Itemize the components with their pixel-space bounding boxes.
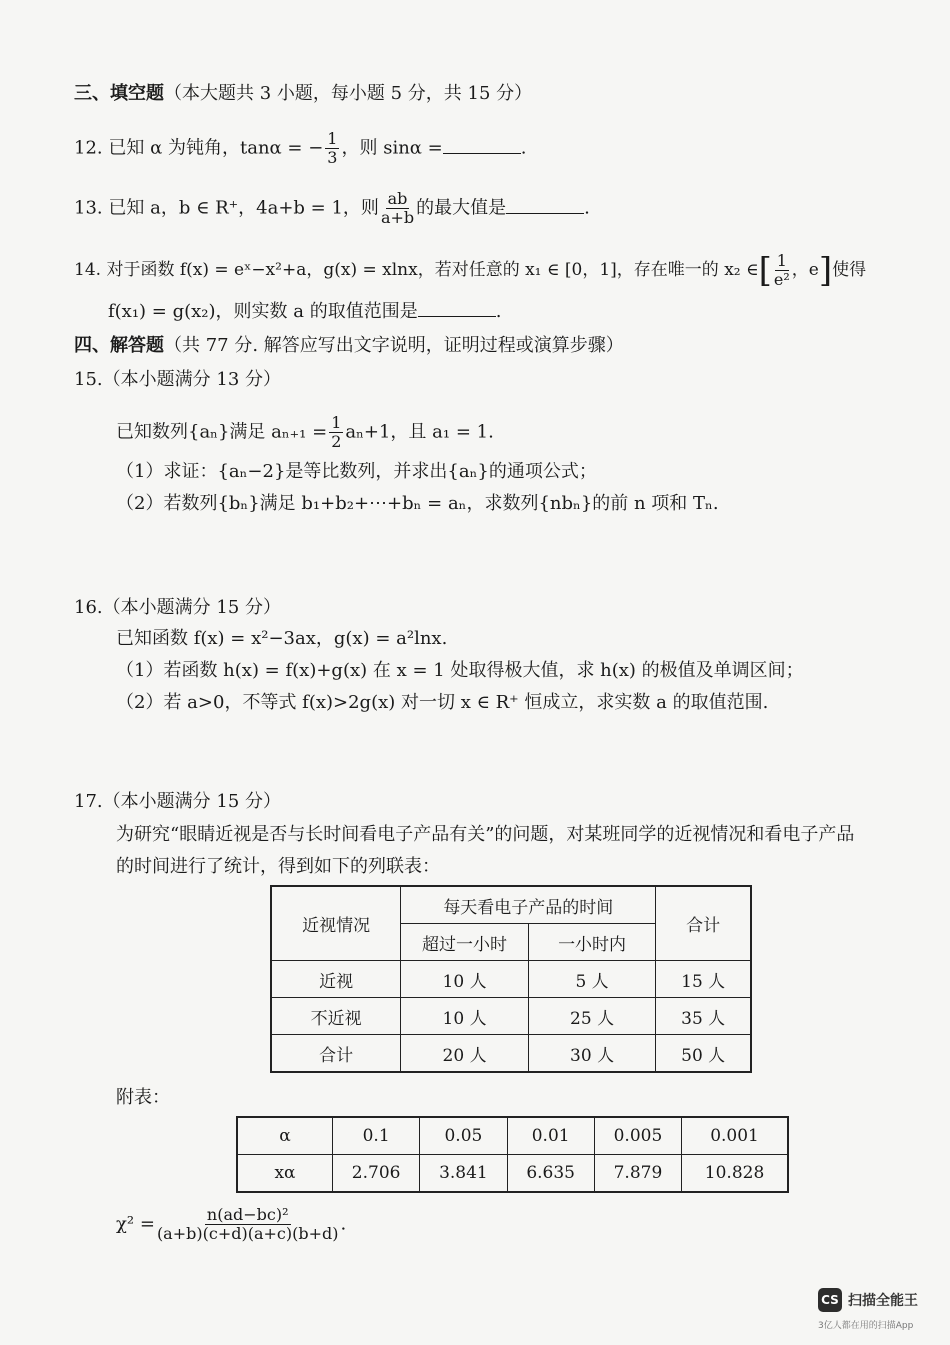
question-16-part1: （1）若函数 h(x) = f(x)+g(x) 在 x = 1 处取得极大值，求 h(x) 的极值及单调区间；	[116, 660, 804, 681]
question-16-part2: （2）若 a>0，不等式 f(x)>2g(x) 对一切 x ∈ R⁺ 恒成立，求实数 a 的取值范围.	[116, 692, 769, 713]
scanner-watermark: CS 扫描全能王	[818, 1288, 918, 1312]
contingency-table	[270, 885, 752, 1073]
fraction: $\frac{1}{\text{e²}}$	[773, 251, 790, 289]
header-over-hour: 超过一小时	[401, 924, 529, 961]
question-16-title: 16.（本小题满分 15 分）	[74, 597, 281, 618]
critical-value-table	[236, 1116, 789, 1193]
fraction: $\frac{ab}{a+b}$	[380, 189, 415, 227]
table-row: 合计 20 人 30 人 50 人	[271, 1035, 751, 1073]
question-15-part2: （2）若数列{bₙ}满足 b₁+b₂+⋯+bₙ = aₙ，求数列{nbₙ}的前 n 项和 Tₙ.	[116, 493, 719, 514]
appendix-label: 附表：	[116, 1087, 170, 1108]
watermark-tagline: 3亿人都在用的扫描App	[818, 1321, 914, 1331]
question-15-given: 已知数列{aₙ}满足 aₙ₊₁ = $\frac{1}{2}$ aₙ+1，且 a₁ = 1.	[116, 413, 494, 451]
header-within-hour: 一小时内	[528, 924, 656, 961]
answer-blank	[506, 197, 584, 214]
question-17-title: 17.（本小题满分 15 分）	[74, 791, 281, 812]
fraction: $\frac{\text{n(ad−bc)²}}{(a+b)(c+d)(a+c)(b+d)}$	[156, 1205, 339, 1243]
question-15-part1: （1）求证：{aₙ−2}是等比数列，并求出{aₙ}的通项公式；	[116, 461, 597, 482]
fraction: $\frac{1}{2}$	[331, 413, 342, 451]
table-row: α 0.1 0.05 0.01 0.005 0.001	[237, 1117, 788, 1155]
table-row: 近视 10 人 5 人 15 人	[271, 961, 751, 998]
section-3-heading: 三、填空题（本大题共 3 小题，每小题 5 分，共 15 分）	[74, 83, 533, 104]
fraction: $\frac{1}{3}$	[327, 129, 338, 167]
table-row: xα 2.706 3.841 6.635 7.879 10.828	[237, 1155, 788, 1193]
question-14-line2: f(x₁) = g(x₂)，则实数 a 的取值范围是 .	[108, 301, 502, 322]
answer-blank	[418, 300, 496, 317]
question-12: 12. 已知 α 为钝角，tanα = − $\frac{1}{3}$ ，则 sinα = .	[74, 129, 527, 167]
section-4-heading: 四、解答题（共 77 分. 解答应写出文字说明，证明过程或演算步骤）	[74, 335, 624, 356]
header-total: 合计	[656, 886, 751, 961]
question-14: 14. 对于函数 f(x) = eˣ−x²+a，g(x) = xlnx，若对任意的 x₁ ∈ [0，1]，存在唯一的 x₂ ∈[ $\frac{1}{\text{e²}}$ ，e]使得	[74, 250, 867, 291]
question-17-text2: 的时间进行了统计，得到如下的列联表：	[116, 856, 440, 877]
camscanner-logo-icon: CS	[818, 1288, 842, 1312]
header-time-group: 每天看电子产品的时间	[401, 886, 656, 924]
question-17-text1: 为研究“眼睛近视是否与长时间看电子产品有关”的问题，对某班同学的近视情况和看电子产品	[116, 824, 855, 845]
chi-square-formula: χ² = $\frac{\text{n(ad−bc)²}}{(a+b)(c+d)(a+c)(b+d)}$ .	[116, 1205, 347, 1243]
question-15-title: 15.（本小题满分 13 分）	[74, 369, 281, 390]
question-13: 13. 已知 a，b ∈ R⁺，4a+b = 1，则 $\frac{ab}{a+b}$ 的最大值是 .	[74, 189, 590, 227]
table-row: 不近视 10 人 25 人 35 人	[271, 998, 751, 1035]
question-16-given: 已知函数 f(x) = x²−3ax，g(x) = a²lnx.	[116, 628, 448, 649]
answer-blank	[443, 137, 521, 154]
header-vision: 近视情况	[271, 886, 401, 961]
